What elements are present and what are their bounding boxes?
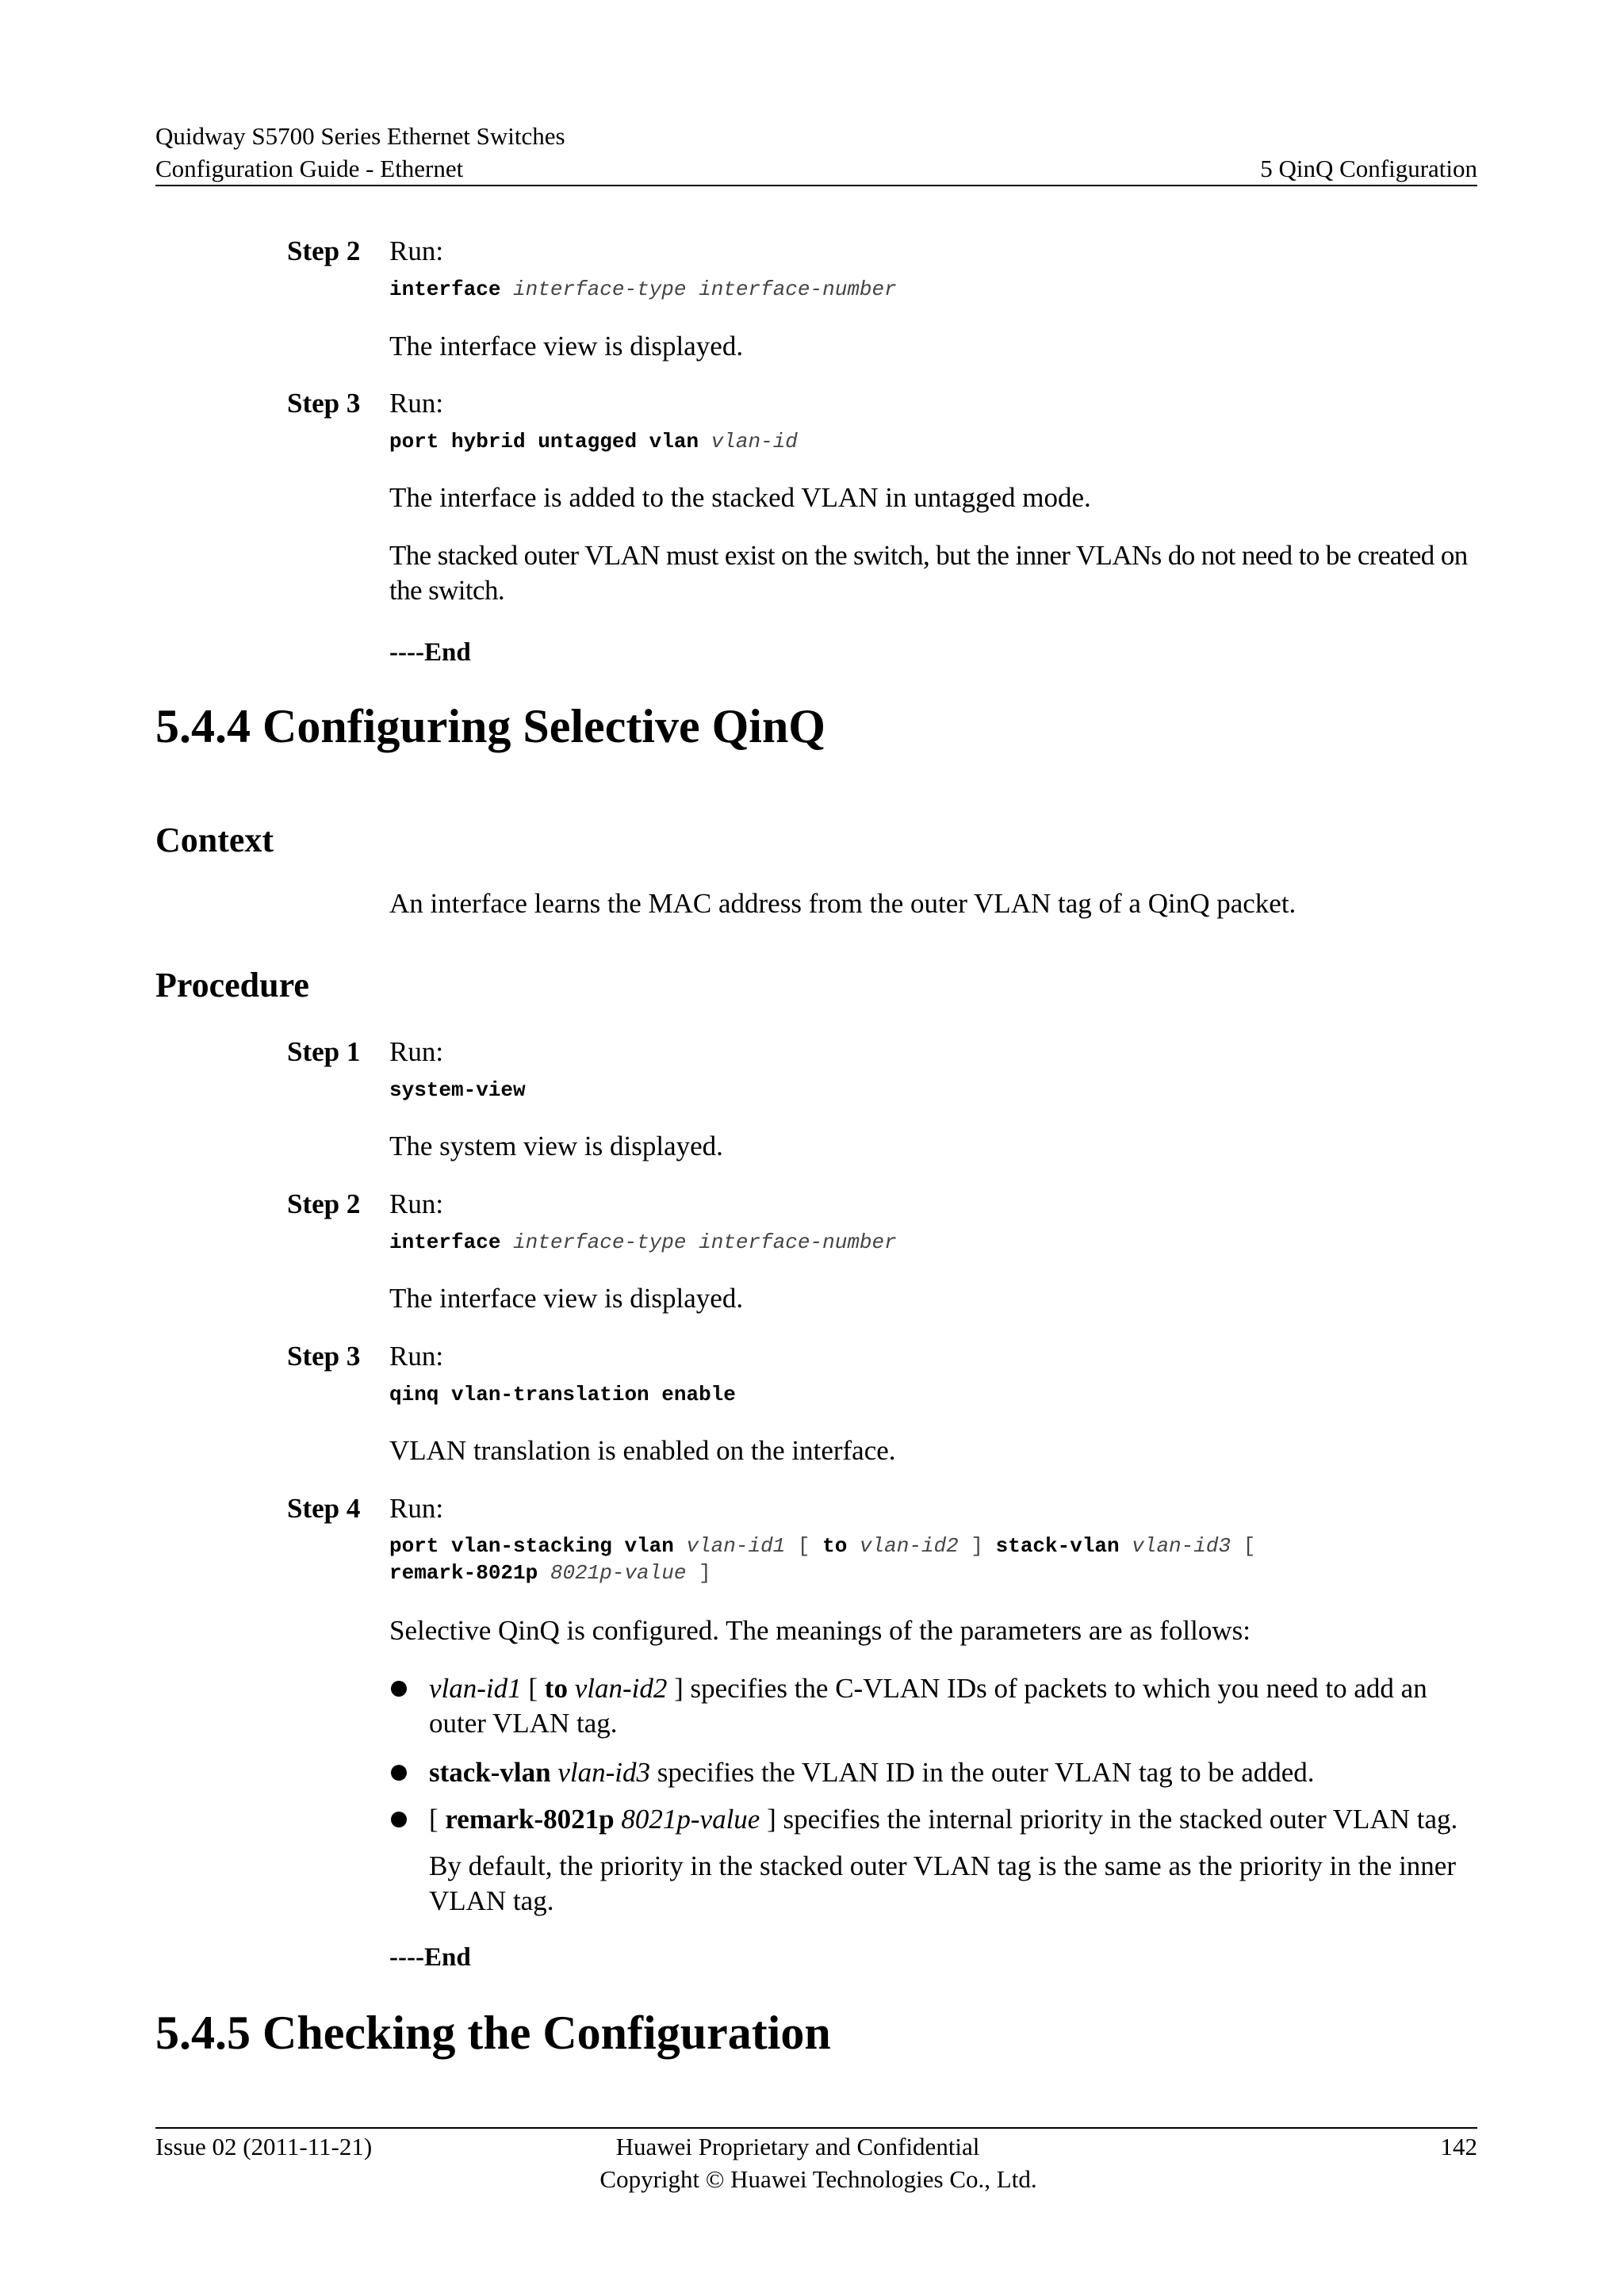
command-line [389, 1381, 736, 1408]
run-label: Run: [389, 388, 444, 419]
bracket: [ [429, 1804, 439, 1835]
command-argument: interface-type interface-number [513, 277, 897, 301]
bullet-text: specifies the VLAN ID in the outer VLAN tag to be added. [657, 1757, 1315, 1788]
command-keyword: remark-8021p [389, 1561, 538, 1585]
command-keyword: port vlan-stacking vlan [389, 1534, 674, 1558]
step-description: The interface view is displayed. [389, 1283, 744, 1314]
end-marker: ----End [389, 1943, 471, 1972]
bullet-item [429, 1671, 1484, 1741]
bullet-item [429, 1802, 1457, 1837]
step-label: Step 3 [287, 388, 361, 419]
command-bracket: [ [1243, 1534, 1256, 1558]
bullet-item [429, 1755, 1315, 1790]
command-argument: vlan-id [710, 430, 798, 453]
run-label: Run: [389, 235, 444, 266]
step-label: Step 3 [287, 1341, 361, 1372]
command-line [389, 1533, 1255, 1559]
header-product: Quidway S5700 Series Ethernet Switches [155, 122, 565, 150]
header-chapter: 5 QinQ Configuration [1260, 155, 1477, 182]
header-guide: Configuration Guide - Ethernet [155, 155, 464, 182]
footer-rule [155, 2127, 1477, 2129]
footer-proprietary: Huawei Proprietary and Confidential [615, 2133, 980, 2160]
footer-issue: Issue 02 (2011-11-21) [155, 2133, 373, 2160]
command-line [389, 428, 798, 455]
command-keyword: qinq vlan-translation enable [389, 1383, 736, 1406]
step-label: Step 2 [287, 1188, 361, 1219]
command-argument: interface-type interface-number [513, 1230, 897, 1254]
run-label: Run: [389, 1036, 444, 1067]
run-label: Run: [389, 1188, 444, 1219]
bullet-text: ] specifies the internal priority in the stacked outer VLAN tag. [767, 1804, 1458, 1835]
step-label: Step 4 [287, 1493, 361, 1524]
run-label: Run: [389, 1341, 444, 1372]
section-title: 5.4.5 Checking the Configuration [155, 2007, 831, 2059]
bracket: [ [528, 1673, 538, 1704]
command-argument: vlan-id3 [1132, 1534, 1231, 1558]
command-keyword: stack-vlan [995, 1534, 1120, 1558]
parameter-name: vlan-id2 [574, 1673, 668, 1704]
step-description: The system view is displayed. [389, 1131, 723, 1161]
keyword: stack-vlan [429, 1757, 551, 1788]
command-bracket: ] [971, 1534, 983, 1558]
context-heading: Context [155, 821, 274, 859]
run-label: Run: [389, 1493, 444, 1524]
command-keyword: port hybrid untagged vlan [389, 430, 699, 453]
bullet-icon [391, 1765, 407, 1781]
bullet-icon [391, 1812, 407, 1827]
command-argument: 8021p-value [550, 1561, 687, 1585]
procedure-heading: Procedure [155, 966, 309, 1004]
parameter-name: vlan-id3 [557, 1757, 651, 1788]
command-line [389, 1229, 897, 1256]
keyword: remark-8021p [445, 1804, 615, 1835]
step-description: Selective QinQ is configured. The meanings of the parameters are as follows: [389, 1615, 1251, 1646]
parameter-name: 8021p-value [621, 1804, 760, 1835]
step-note: The stacked outer VLAN must exist on the switch, but the inner VLANs do not need to be created on the switch. [389, 540, 1468, 606]
footer-copyright: Copyright © Huawei Technologies Co., Ltd. [599, 2165, 1037, 2193]
section-title: 5.4.4 Configuring Selective QinQ [155, 700, 825, 752]
command-argument: vlan-id1 [686, 1534, 786, 1558]
command-line [389, 276, 897, 303]
step-label: Step 2 [287, 235, 361, 266]
command-bracket: [ [797, 1534, 810, 1558]
step-description: VLAN translation is enabled on the interface. [389, 1435, 896, 1466]
header-rule [155, 185, 1477, 186]
step-label: Step 1 [287, 1036, 361, 1067]
bullet-note: By default, the priority in the stacked outer VLAN tag is the same as the priority in the inner VLAN tag. [429, 1850, 1456, 1916]
step-description: The interface view is displayed. [389, 331, 744, 362]
parameter-name: vlan-id1 [429, 1673, 522, 1704]
context-text: An interface learns the MAC address from the outer VLAN tag of a QinQ packet. [389, 888, 1297, 919]
command-line-continued [389, 1559, 711, 1586]
bullet-icon [391, 1681, 407, 1697]
command-argument: vlan-id2 [859, 1534, 959, 1558]
command-line [389, 1077, 526, 1104]
footer-page-number: 142 [1440, 2133, 1477, 2160]
command-keyword: to [822, 1534, 848, 1558]
step-description: The interface is added to the stacked VLAN in untagged mode. [389, 482, 1091, 513]
bullet-text: ] specifies the C-VLAN IDs of packets to which you need to add an outer VLAN tag. [429, 1673, 1427, 1739]
command-keyword: system-view [389, 1078, 526, 1102]
command-keyword: interface [389, 1230, 501, 1254]
end-marker: ----End [389, 638, 471, 667]
keyword: to [544, 1673, 568, 1704]
command-bracket: ] [699, 1561, 711, 1585]
command-keyword: interface [389, 277, 501, 301]
